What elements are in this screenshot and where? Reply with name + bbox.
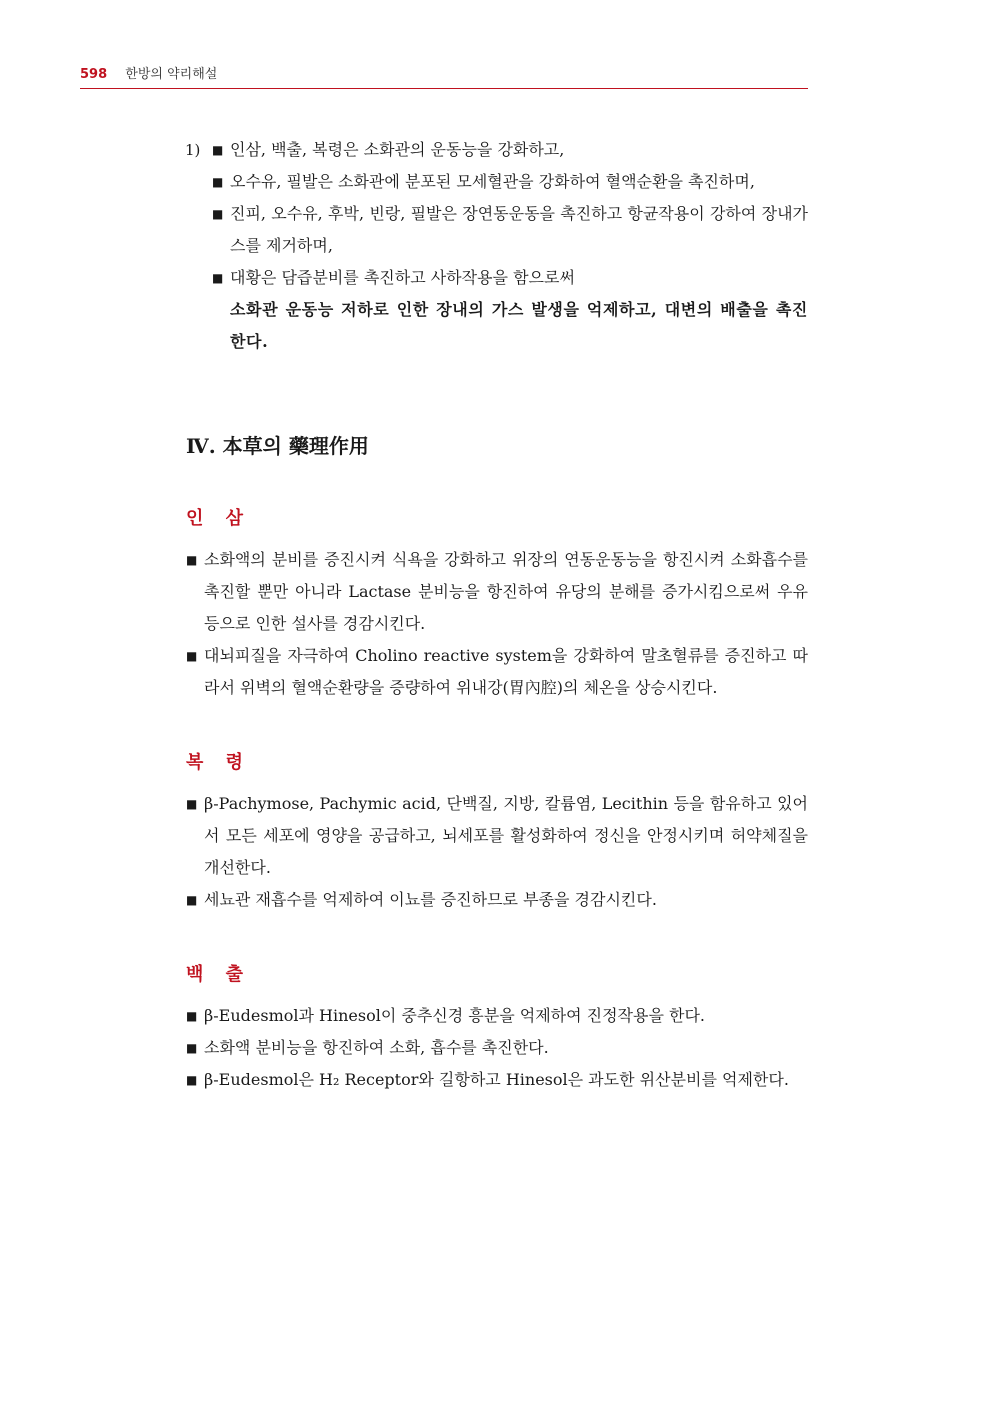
list-item-text: 대황은 담즙분비를 촉진하고 사하작용을 함으로써 [230, 268, 575, 287]
bullet-icon: ■ [212, 175, 224, 189]
chapter-title: Ⅳ. 本草의 藥理作用 [186, 434, 369, 458]
list-item-text: 오수유, 필발은 소화관에 분포된 모세혈관을 강화하여 혈액순환을 촉진하며, [230, 172, 755, 191]
list-item-text: 대뇌피질을 자극하여 Cholino reactive system을 강화하여 말초혈류를 증진하고 따라서 위벽의 혈액순환량을 증량하여 위내강(胃內腔)의 체온을 상승시킨다. [204, 646, 808, 697]
page-number: 598 [80, 67, 108, 82]
list-item-text: 소화액 분비능을 항진하여 소화, 흡수를 촉진한다. [204, 1038, 549, 1057]
list-item [212, 166, 808, 198]
list-item [186, 884, 808, 916]
bullet-icon: ■ [186, 553, 198, 567]
page-body [186, 134, 808, 1096]
bullet-icon: ■ [186, 1009, 198, 1023]
list-item [186, 1064, 808, 1096]
list-item-text: β-Eudesmol은 H₂ Receptor와 길항하고 Hinesol은 과도한 위산분비를 억제한다. [204, 1070, 789, 1089]
section-title-bokryeong: 복 령 [186, 752, 252, 773]
list-item-text: 소화액의 분비를 증진시켜 식욕을 강화하고 위장의 연동운동능을 항진시켜 소화흡수를 촉진할 뿐만 아니라 Lactase 분비능을 항진하여 유당의 분해를 증가시킴으로써 우유 등으로 인한 설사를 경감시킨다. [204, 550, 808, 633]
list-item [212, 198, 808, 262]
list-item [186, 1032, 808, 1064]
bullet-icon: ■ [212, 207, 224, 221]
list-item [212, 262, 808, 294]
bullet-icon: ■ [186, 1073, 198, 1087]
bullet-icon: ■ [186, 649, 198, 663]
bullet-icon: ■ [186, 893, 198, 907]
bullet-icon: ■ [186, 1041, 198, 1055]
list-item-text: 세뇨관 재흡수를 억제하여 이뇨를 증진하므로 부종을 경감시킨다. [204, 890, 657, 909]
list-item-text: β-Pachymose, Pachymic acid, 단백질, 지방, 칼륨염, Lecithin 등을 함유하고 있어서 모든 세포에 영양을 공급하고, 뇌세포를 활성화하여 정신을 안정시키며 허약체질을 개선한다. [204, 794, 808, 877]
list-item [186, 544, 808, 640]
item-number: 1) [185, 141, 201, 159]
running-title: 한방의 약리해설 [125, 67, 218, 82]
section-title-baekchul: 백 출 [186, 964, 252, 985]
bullet-icon: ■ [186, 797, 198, 811]
section-list [186, 788, 808, 916]
section-title-insam: 인 삼 [186, 508, 252, 529]
section-list [186, 544, 808, 704]
bullet-icon: ■ [212, 271, 224, 285]
numbered-block [186, 134, 808, 358]
list-item [186, 640, 808, 704]
list-item [186, 1000, 808, 1032]
list-item-text: 진피, 오수유, 후박, 빈랑, 필발은 장연동운동을 촉진하고 항균작용이 강하여 장내가스를 제거하며, [230, 204, 808, 255]
list-item [186, 788, 808, 884]
list-item [212, 134, 808, 166]
list-item-text: β-Eudesmol과 Hinesol이 중추신경 흥분을 억제하여 진정작용을 한다. [204, 1006, 706, 1025]
conclusion-text: 소화관 운동능 저하로 인한 장내의 가스 발생을 억제하고, 대변의 배출을 촉진한다. [230, 300, 808, 351]
running-header [80, 64, 808, 89]
section-list [186, 1000, 808, 1096]
list-item-text: 인삼, 백출, 복령은 소화관의 운동능을 강화하고, [230, 140, 565, 159]
bullet-icon: ■ [212, 143, 224, 157]
